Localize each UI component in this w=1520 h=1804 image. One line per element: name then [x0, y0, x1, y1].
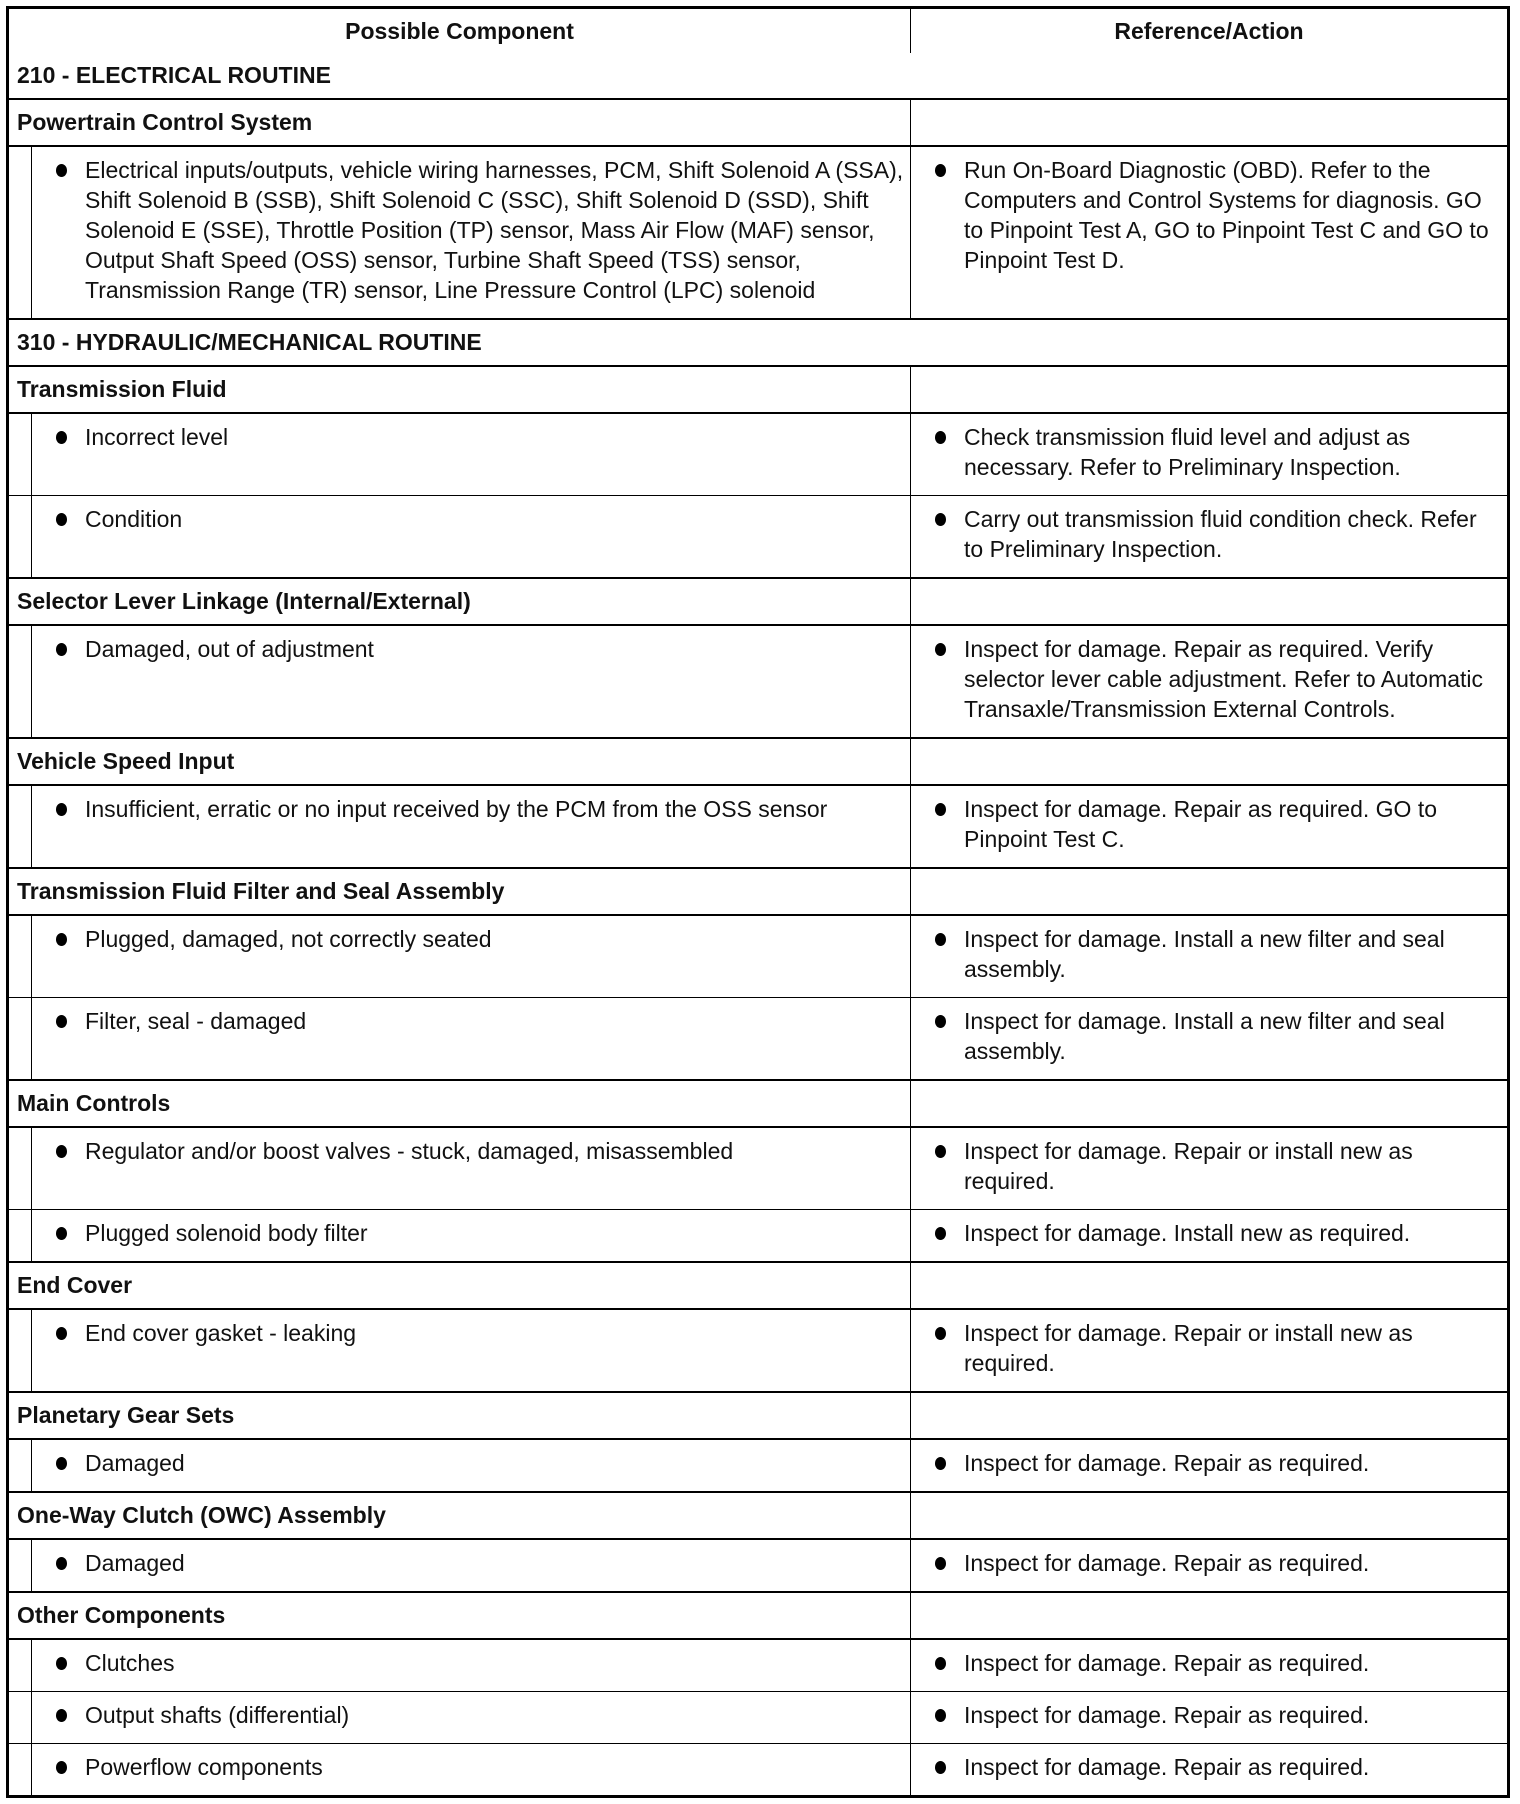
action-bullet	[911, 414, 1507, 495]
bullet-icon	[56, 1015, 67, 1028]
action-bullet	[911, 147, 1507, 288]
group-title: Other Components	[9, 1593, 911, 1638]
bullet-icon	[56, 431, 67, 444]
table-row	[9, 1691, 1507, 1743]
component-bullet-text: Clutches	[85, 1650, 175, 1676]
component-bullet	[31, 1692, 910, 1743]
bullet-icon	[935, 1145, 946, 1158]
action-cell	[911, 414, 1507, 495]
action-cell	[911, 1310, 1507, 1391]
action-cell	[911, 1744, 1507, 1795]
group-action-empty	[911, 579, 1507, 624]
section-title: 210 - ELECTRICAL ROUTINE	[17, 62, 331, 88]
component-bullet-text: Plugged, damaged, not correctly seated	[85, 926, 492, 952]
bullet-icon	[935, 1015, 946, 1028]
table-row	[9, 1638, 1507, 1691]
action-cell	[911, 1128, 1507, 1209]
table-row	[9, 1209, 1507, 1261]
table-row	[9, 412, 1507, 495]
group-action-empty	[911, 1081, 1507, 1126]
table-header-row	[9, 9, 1507, 53]
component-bullet-text: Damaged	[85, 1550, 185, 1576]
action-bullet-text: Inspect for damage. Install new as required.	[964, 1220, 1411, 1246]
action-bullet	[911, 1310, 1507, 1391]
bullet-icon	[935, 1327, 946, 1340]
action-cell	[911, 1692, 1507, 1743]
component-cell	[9, 1744, 911, 1795]
component-cell	[9, 626, 911, 737]
action-bullet-text: Inspect for damage. Repair as required.	[964, 1650, 1370, 1676]
component-bullet	[31, 626, 910, 677]
component-bullet-text: Electrical inputs/outputs, vehicle wiring harnesses, PCM, Shift Solenoid A (SSA), Shift Solenoid B (SSB), Shift Solenoid C (SSC), Shift Solenoid D (SSD), Shift Solenoid E (SSE), Throttle Position (TP) sensor, Mass Air Flow (MAF) sensor, Output Shaft Speed (OSS) sensor, Turbine Shaft Speed (TSS) sensor, Transmission Range (TR) sensor, Line Pressure Control (LPC) solenoid	[85, 157, 904, 303]
action-cell	[911, 1540, 1507, 1591]
action-bullet-text: Run On-Board Diagnostic (OBD). Refer to the Computers and Control Systems for diagnosis. GO to Pinpoint Test A, GO to Pinpoint Test C and GO to Pinpoint Test D.	[964, 157, 1489, 273]
action-bullet	[911, 1440, 1507, 1491]
table-row	[9, 145, 1507, 318]
bullet-icon	[935, 431, 946, 444]
action-bullet-text: Inspect for damage. Repair as required. GO to Pinpoint Test C.	[964, 796, 1438, 852]
group-title: End Cover	[9, 1263, 911, 1308]
component-cell	[9, 1310, 911, 1391]
section-row	[9, 53, 1507, 98]
column-header-reference-action: Reference/Action	[1114, 18, 1304, 44]
group-action-empty	[911, 1263, 1507, 1308]
group-row	[9, 1079, 1507, 1126]
action-cell	[911, 147, 1507, 318]
component-bullet-text: Damaged, out of adjustment	[85, 636, 374, 662]
group-title: Selector Lever Linkage (Internal/External)	[9, 579, 911, 624]
component-bullet	[31, 1128, 910, 1179]
column-header-possible-component: Possible Component	[9, 9, 911, 53]
component-cell	[9, 1640, 911, 1691]
component-cell	[9, 998, 911, 1079]
bullet-icon	[56, 1761, 67, 1774]
table-row	[9, 495, 1507, 577]
bullet-icon	[56, 513, 67, 526]
group-action-empty	[911, 1593, 1507, 1638]
component-bullet	[31, 916, 910, 967]
section-title: 310 - HYDRAULIC/MECHANICAL ROUTINE	[17, 329, 482, 355]
group-row	[9, 1491, 1507, 1538]
group-title: Main Controls	[9, 1081, 911, 1126]
component-bullet-text: Filter, seal - damaged	[85, 1008, 307, 1034]
group-action-empty	[911, 367, 1507, 412]
group-row	[9, 1591, 1507, 1638]
section-row	[9, 318, 1507, 365]
group-row	[9, 1391, 1507, 1438]
table-body	[9, 53, 1507, 1795]
action-cell	[911, 998, 1507, 1079]
action-bullet-text: Inspect for damage. Repair as required.	[964, 1450, 1370, 1476]
component-bullet-text: Regulator and/or boost valves - stuck, damaged, misassembled	[85, 1138, 734, 1164]
group-row	[9, 365, 1507, 412]
component-bullet-text: Plugged solenoid body filter	[85, 1220, 368, 1246]
table-row	[9, 1743, 1507, 1795]
bullet-icon	[935, 1557, 946, 1570]
component-bullet	[31, 786, 910, 837]
action-cell	[911, 1640, 1507, 1691]
group-title: Transmission Fluid Filter and Seal Assembly	[9, 869, 911, 914]
action-bullet-text: Inspect for damage. Install a new filter and seal assembly.	[964, 926, 1445, 982]
table-row	[9, 914, 1507, 997]
bullet-icon	[56, 1327, 67, 1340]
action-bullet-text: Carry out transmission fluid condition check. Refer to Preliminary Inspection.	[964, 506, 1477, 562]
component-bullet	[31, 1440, 910, 1491]
bullet-icon	[935, 164, 946, 177]
table-row	[9, 1308, 1507, 1391]
table-row	[9, 1126, 1507, 1209]
action-bullet-text: Inspect for damage. Install a new filter and seal assembly.	[964, 1008, 1445, 1064]
action-bullet-text: Inspect for damage. Repair as required. Verify selector lever cable adjustment. Refer to Automatic Transaxle/Transmission External Controls.	[964, 636, 1484, 722]
action-bullet	[911, 1210, 1507, 1261]
group-action-empty	[911, 1493, 1507, 1538]
action-bullet	[911, 1128, 1507, 1209]
bullet-icon	[56, 803, 67, 816]
component-bullet	[31, 1744, 910, 1795]
action-bullet-text: Inspect for damage. Repair or install new as required.	[964, 1138, 1413, 1194]
component-bullet	[31, 1310, 910, 1361]
component-cell	[9, 1692, 911, 1743]
action-bullet	[911, 1640, 1507, 1691]
table-row	[9, 624, 1507, 737]
bullet-icon	[935, 1761, 946, 1774]
bullet-icon	[56, 933, 67, 946]
table-row	[9, 997, 1507, 1079]
component-bullet-text: Output shafts (differential)	[85, 1702, 350, 1728]
action-bullet	[911, 1692, 1507, 1743]
bullet-icon	[935, 1227, 946, 1240]
group-row	[9, 737, 1507, 784]
bullet-icon	[56, 1557, 67, 1570]
bullet-icon	[935, 1657, 946, 1670]
bullet-icon	[935, 933, 946, 946]
component-cell	[9, 1128, 911, 1209]
group-row	[9, 577, 1507, 624]
bullet-icon	[56, 1657, 67, 1670]
table-row	[9, 1438, 1507, 1491]
bullet-icon	[935, 513, 946, 526]
action-bullet-text: Inspect for damage. Repair as required.	[964, 1754, 1370, 1780]
bullet-icon	[56, 1227, 67, 1240]
group-action-empty	[911, 869, 1507, 914]
component-cell	[9, 414, 911, 495]
component-bullet-text: End cover gasket - leaking	[85, 1320, 357, 1346]
diagnosis-table	[6, 6, 1510, 1798]
action-bullet	[911, 626, 1507, 737]
bullet-icon	[56, 164, 67, 177]
group-title: One-Way Clutch (OWC) Assembly	[9, 1493, 911, 1538]
group-row	[9, 1261, 1507, 1308]
action-bullet	[911, 1744, 1507, 1795]
component-bullet	[31, 998, 910, 1049]
group-row	[9, 98, 1507, 145]
action-bullet-text: Check transmission fluid level and adjust as necessary. Refer to Preliminary Inspection.	[964, 424, 1411, 480]
component-bullet-text: Condition	[85, 506, 183, 532]
action-cell	[911, 1210, 1507, 1261]
group-title: Powertrain Control System	[9, 100, 911, 145]
component-bullet-text: Incorrect level	[85, 424, 229, 450]
bullet-icon	[56, 1709, 67, 1722]
component-bullet	[31, 496, 910, 547]
component-cell	[9, 1210, 911, 1261]
action-bullet	[911, 496, 1507, 577]
group-row	[9, 867, 1507, 914]
bullet-icon	[56, 1457, 67, 1470]
table-row	[9, 1538, 1507, 1591]
action-bullet	[911, 786, 1507, 867]
group-title: Vehicle Speed Input	[9, 739, 911, 784]
component-cell	[9, 496, 911, 577]
table-row	[9, 784, 1507, 867]
bullet-icon	[56, 1145, 67, 1158]
action-bullet-text: Inspect for damage. Repair as required.	[964, 1702, 1370, 1728]
action-bullet-text: Inspect for damage. Repair or install new as required.	[964, 1320, 1413, 1376]
bullet-icon	[935, 1709, 946, 1722]
group-action-empty	[911, 739, 1507, 784]
component-cell	[9, 147, 911, 318]
component-bullet	[31, 1640, 910, 1691]
component-cell	[9, 786, 911, 867]
component-bullet-text: Damaged	[85, 1450, 185, 1476]
action-cell	[911, 786, 1507, 867]
component-bullet	[31, 147, 910, 318]
action-cell	[911, 916, 1507, 997]
bullet-icon	[935, 643, 946, 656]
action-bullet	[911, 916, 1507, 997]
component-bullet-text: Insufficient, erratic or no input received by the PCM from the OSS sensor	[85, 796, 828, 822]
group-title: Transmission Fluid	[9, 367, 911, 412]
component-bullet	[31, 414, 910, 465]
component-bullet	[31, 1210, 910, 1261]
component-bullet-text: Powerflow components	[85, 1754, 323, 1780]
bullet-icon	[935, 1457, 946, 1470]
bullet-icon	[935, 803, 946, 816]
action-cell	[911, 496, 1507, 577]
bullet-icon	[56, 643, 67, 656]
action-bullet	[911, 1540, 1507, 1591]
action-bullet	[911, 998, 1507, 1079]
group-title: Planetary Gear Sets	[9, 1393, 911, 1438]
action-bullet-text: Inspect for damage. Repair as required.	[964, 1550, 1370, 1576]
group-action-empty	[911, 100, 1507, 145]
component-cell	[9, 1440, 911, 1491]
component-cell	[9, 916, 911, 997]
component-bullet	[31, 1540, 910, 1591]
component-cell	[9, 1540, 911, 1591]
action-cell	[911, 626, 1507, 737]
group-action-empty	[911, 1393, 1507, 1438]
action-cell	[911, 1440, 1507, 1491]
